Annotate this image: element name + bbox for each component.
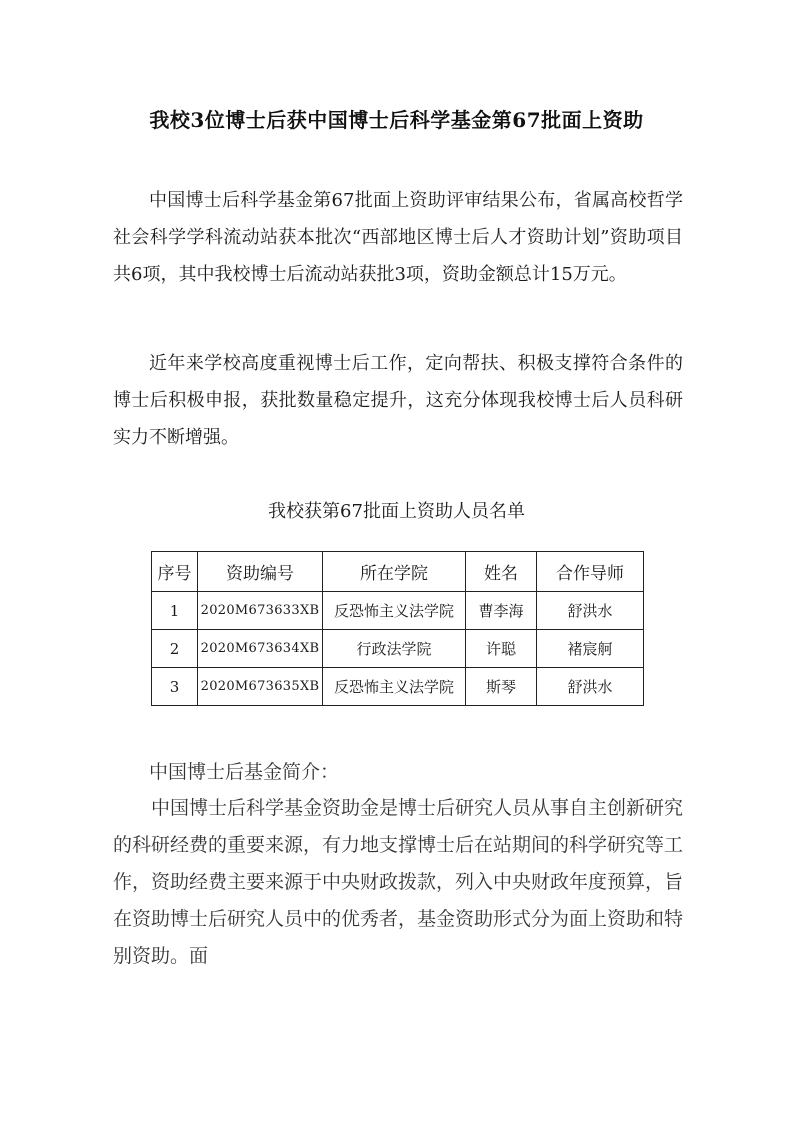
- cell-name: 曹李海: [466, 592, 537, 630]
- table-row: [152, 592, 644, 630]
- cell-school: 反恐怖主义法学院: [323, 592, 466, 630]
- table-caption: 我校获第67批面上资助人员名单: [268, 501, 525, 522]
- cell-index: 3: [152, 668, 198, 706]
- document-title: 我校3位博士后获中国博士后科学基金第67批面上资助: [149, 108, 644, 132]
- cell-grant-number: 2020M673634XB: [198, 630, 323, 668]
- body-paragraph-1: 中国博士后科学基金第67批面上资助评审结果公布，省属高校哲学社会科学学科流动站获本批次“西部地区博士后人才资助计划”资助项目共6项，其中我校博士后流动站获批3项，资助金额总计15万元。: [113, 190, 683, 285]
- header-school: 所在学院: [323, 552, 466, 592]
- cell-advisor: 褚宸舸: [537, 630, 644, 668]
- cell-advisor: 舒洪水: [537, 668, 644, 706]
- cell-grant-number: 2020M673633XB: [198, 592, 323, 630]
- cell-grant-number: 2020M673635XB: [198, 668, 323, 706]
- header-grant-number: 资助编号: [198, 552, 323, 592]
- table-row: [152, 668, 644, 706]
- header-name: 姓名: [466, 552, 537, 592]
- cell-index: 1: [152, 592, 198, 630]
- cell-school: 反恐怖主义法学院: [323, 668, 466, 706]
- intro-paragraph: 中国博士后科学基金资助金是博士后研究人员从事自主创新研究的科研经费的重要来源，有力地支撑博士后在站期间的科学研究等工作，资助经费主要来源于中央财政拨款，列入中央财政年度预算，旨在资助博士后研究人员中的优秀者，基金资助形式分为面上资助和特别资助。面: [113, 797, 683, 967]
- cell-school: 行政法学院: [323, 630, 466, 668]
- table-header-row: [152, 552, 644, 592]
- cell-name: 许聪: [466, 630, 537, 668]
- cell-name: 斯琴: [466, 668, 537, 706]
- body-paragraph-2: 近年来学校高度重视博士后工作，定向帮扶、积极支撑符合条件的博士后积极申报，获批数量稳定提升，这充分体现我校博士后人员科研实力不断增强。: [113, 353, 683, 448]
- cell-index: 2: [152, 630, 198, 668]
- intro-heading: 中国博士后基金简介：: [149, 761, 340, 783]
- table-row: [152, 630, 644, 668]
- funded-personnel-table: [151, 551, 644, 706]
- header-advisor: 合作导师: [537, 552, 644, 592]
- header-index: 序号: [152, 552, 198, 592]
- cell-advisor: 舒洪水: [537, 592, 644, 630]
